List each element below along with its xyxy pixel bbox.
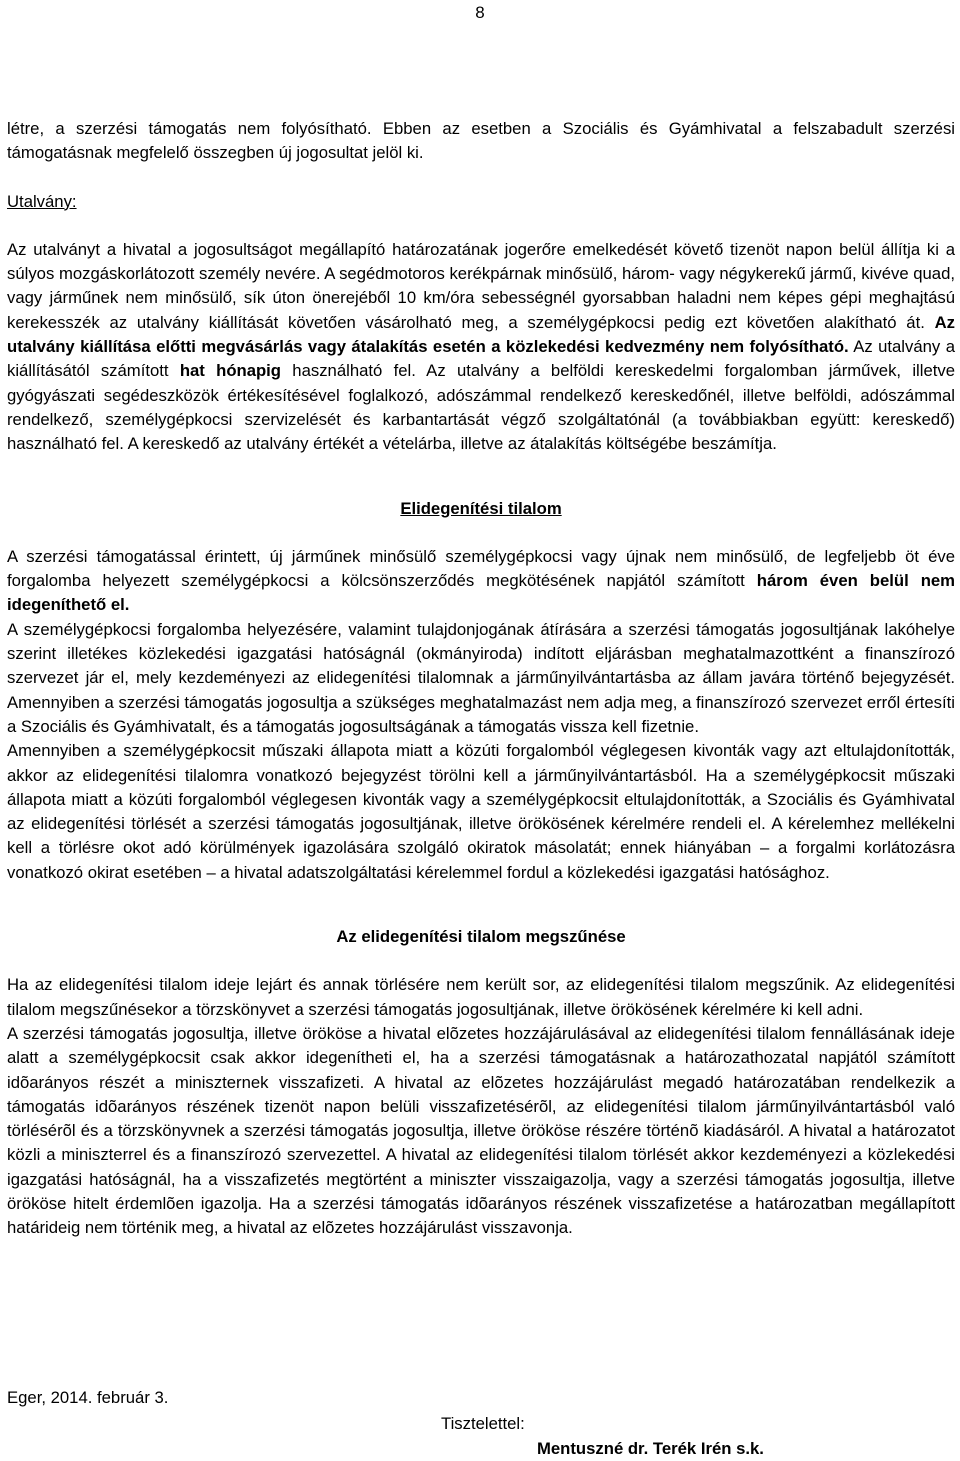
ban-termination-paragraph-2: A szerzési támogatás jogosultja, illetve örököse a hivatal elõzetes hozzájárulásával az elidegenítési tilalom fennállásának ideje alatt a személygépkocsit csak akkor idegenítheti el, ha a szerzési támogatásnak a határozathozatal napjától számított idõarányos részét a miniszternek visszafizeti. A hivatal az elõzetes hozzájárulást megadó határozatában rendelkezik a támogatás idõarányos részének tizenöt napon belüli visszafizetésérõl, az elidegenítési tilalom járműnyilvántartásból való törlésérõl és a törzskönyvnek a szerzési támogatás jogosultja, illetve örököse részére történõ kiadásáról. A hivatal a határozatot közli a miniszterrel és a finanszírozó szervezettel. A hivatal az elidegenítési tilalom törlését akkor kezdeményezi a közlekedési igazgatási hatóságnál, ha a visszafizetés megtörtént a miniszter visszaigazolja, vagy a szerzési támogatás jogosultja, illetve örököse hitelt érdemlõen igazolja. Ha a szerzési támogatás idõarányos részének visszafizetése a határozatban megállapított határideig nem történik meg, a hivatal az elõzetes hozzájárulást visszavonja. [7,1023,955,1238]
alienation-ban-paragraph-1 [7,545,955,618]
signoff [7,1386,947,1458]
alienation-ban-bold-end: . [124,595,130,615]
voucher-label-text: Utalvány: [7,191,77,211]
voucher-text-3: használható fel. Az utalvány a belföldi kereskedelmi forgalomban járművek, illetve gyógyászati segédeszközök értékesítésével foglalkozó, adószámmal rendelkező kereskedőnél, illetve belföldi, adószámmal rendelkező, személygépkocsi szervizelését és karbantartását végző szolgáltatónál (a továbbiakban együtt: kereskedő) használható fel. A kereskedő az utalvány értékét a vételárba, illetve az átalakítás költségébe beszámítja. [7,361,955,454]
alienation-ban-paragraph-3: Amennyiben a személygépkocsit műszaki állapota miatt a közúti forgalomból véglegesen kivonták vagy azt eltulajdonították, akkor az elidegenítési tilalomra vonatkozó bejegyzést törölni kell a járműnyilvántartásból. Ha a személygépkocsit műszaki állapota miatt a közúti forgalomból véglegesen kivonták vagy a személygépkocsit eltulajdonították, a Szociális és Gyámhivatal az elidegenítési törlését a szerzési támogatás jogosultjának, illetve örökösének kérelmére rendeli el. A kérelemhez mellékelni kell a törlésre okot adó körülmények igazolására szolgáló okiratok másolatát; ennek hiányában – a forgalmi korlátozásra vonatkozó okirat esetében – a hivatal adatszolgáltatási kérelemmel fordul a közlekedési igazgatási hatósághoz. [7,741,955,882]
page-number: 8 [475,3,485,22]
voucher-bold-1: Az utalvány kiállítása előtti megvásárlás vagy átalakítás esetén a közlekedési kedvezmény nem folyósítható. [7,312,955,357]
ban-termination-heading: Az elidegenítési tilalom megszűnése [336,927,626,947]
signoff-signer: Mentuszné dr. Terék Irén s.k. [537,1439,764,1458]
signoff-date: Eger, 2014. február 3. [7,1388,169,1407]
ban-termination-paragraph-1: Ha az elidegenítési tilalom ideje lejárt és annak törlésére nem került sor, az elidegenítési tilalom megszűnik. Az elidegenítési tilalom megszűnésekor a törzskönyvet a szerzési támogatás jogosultjának, illetve örökösének kérelmére ki kell adni. [7,975,955,1019]
signoff-regards: Tisztelettel: [441,1414,525,1433]
intro-paragraph: létre, a szerzési támogatás nem folyósítható. Ebben az esetben a Szociális és Gyámhivatal a felszabadult szerzési támogatásnak megfelelő összegben új jogosultat jelöl ki. [7,119,955,163]
voucher-label [7,190,955,214]
alienation-ban-paragraph-2: A személygépkocsi forgalomba helyezésére, valamint tulajdonjogának átírására a szerzési támogatás jogosultjának lakóhelye szerint illetékes közlekedési igazgatási hatóságnál (okmányiroda) indított eljárásban meghatalmazottként a finanszírozó szervezet jár el, mely kezdeményezi az elidegenítési tilalomnak a járműnyilvántartásba az állam javára történő bejegyzését. Amennyiben a szerzési támogatás jogosultja a szükséges meghatalmazást nem adja meg, a finanszírozó szervezet erről értesíti a Szociális és Gyámhivatalt, és a támogatás jogosultságának a támogatás vissza kell fizetnie. [7,619,955,736]
voucher-paragraph [7,238,955,457]
voucher-bold-2: hat hónapig [179,361,282,381]
alienation-ban-text-1: A szerzési támogatással érintett, új járműnek minősülő személygépkocsi vagy újnak nem minősülő, de legfeljebb öt éve forgalomba helyezett személygépkocsi a kölcsönszerződés megkötésének napjától számított [7,546,955,591]
voucher-text-2: Az utalvány a kiállításától számított [7,337,955,381]
document-body [7,117,955,1241]
voucher-text-1: Az utalványt a hivatal a jogosultságot megállapító határozatának jogerőre emelkedését követő tizenöt napon belül állítja ki a súlyos mozgáskorlátozott személy nevére. A segédmotoros kerékpárnak minősülő, három- vagy négykerekű jármű, kivéve quad, vagy járműnek nem minősülő, sík úton önerejéből 10 km/óra sebességnél gyorsabban haladni nem képes gépi meghajtású kerekesszék az utalvány kiállítását követően vásárolható meg, a személygépkocsi pedig ezt követően alakítható át. [7,239,955,332]
alienation-ban-bold: három éven belül nem idegeníthető el [7,571,956,615]
alienation-ban-heading: Elidegenítési tilalom [400,498,562,518]
